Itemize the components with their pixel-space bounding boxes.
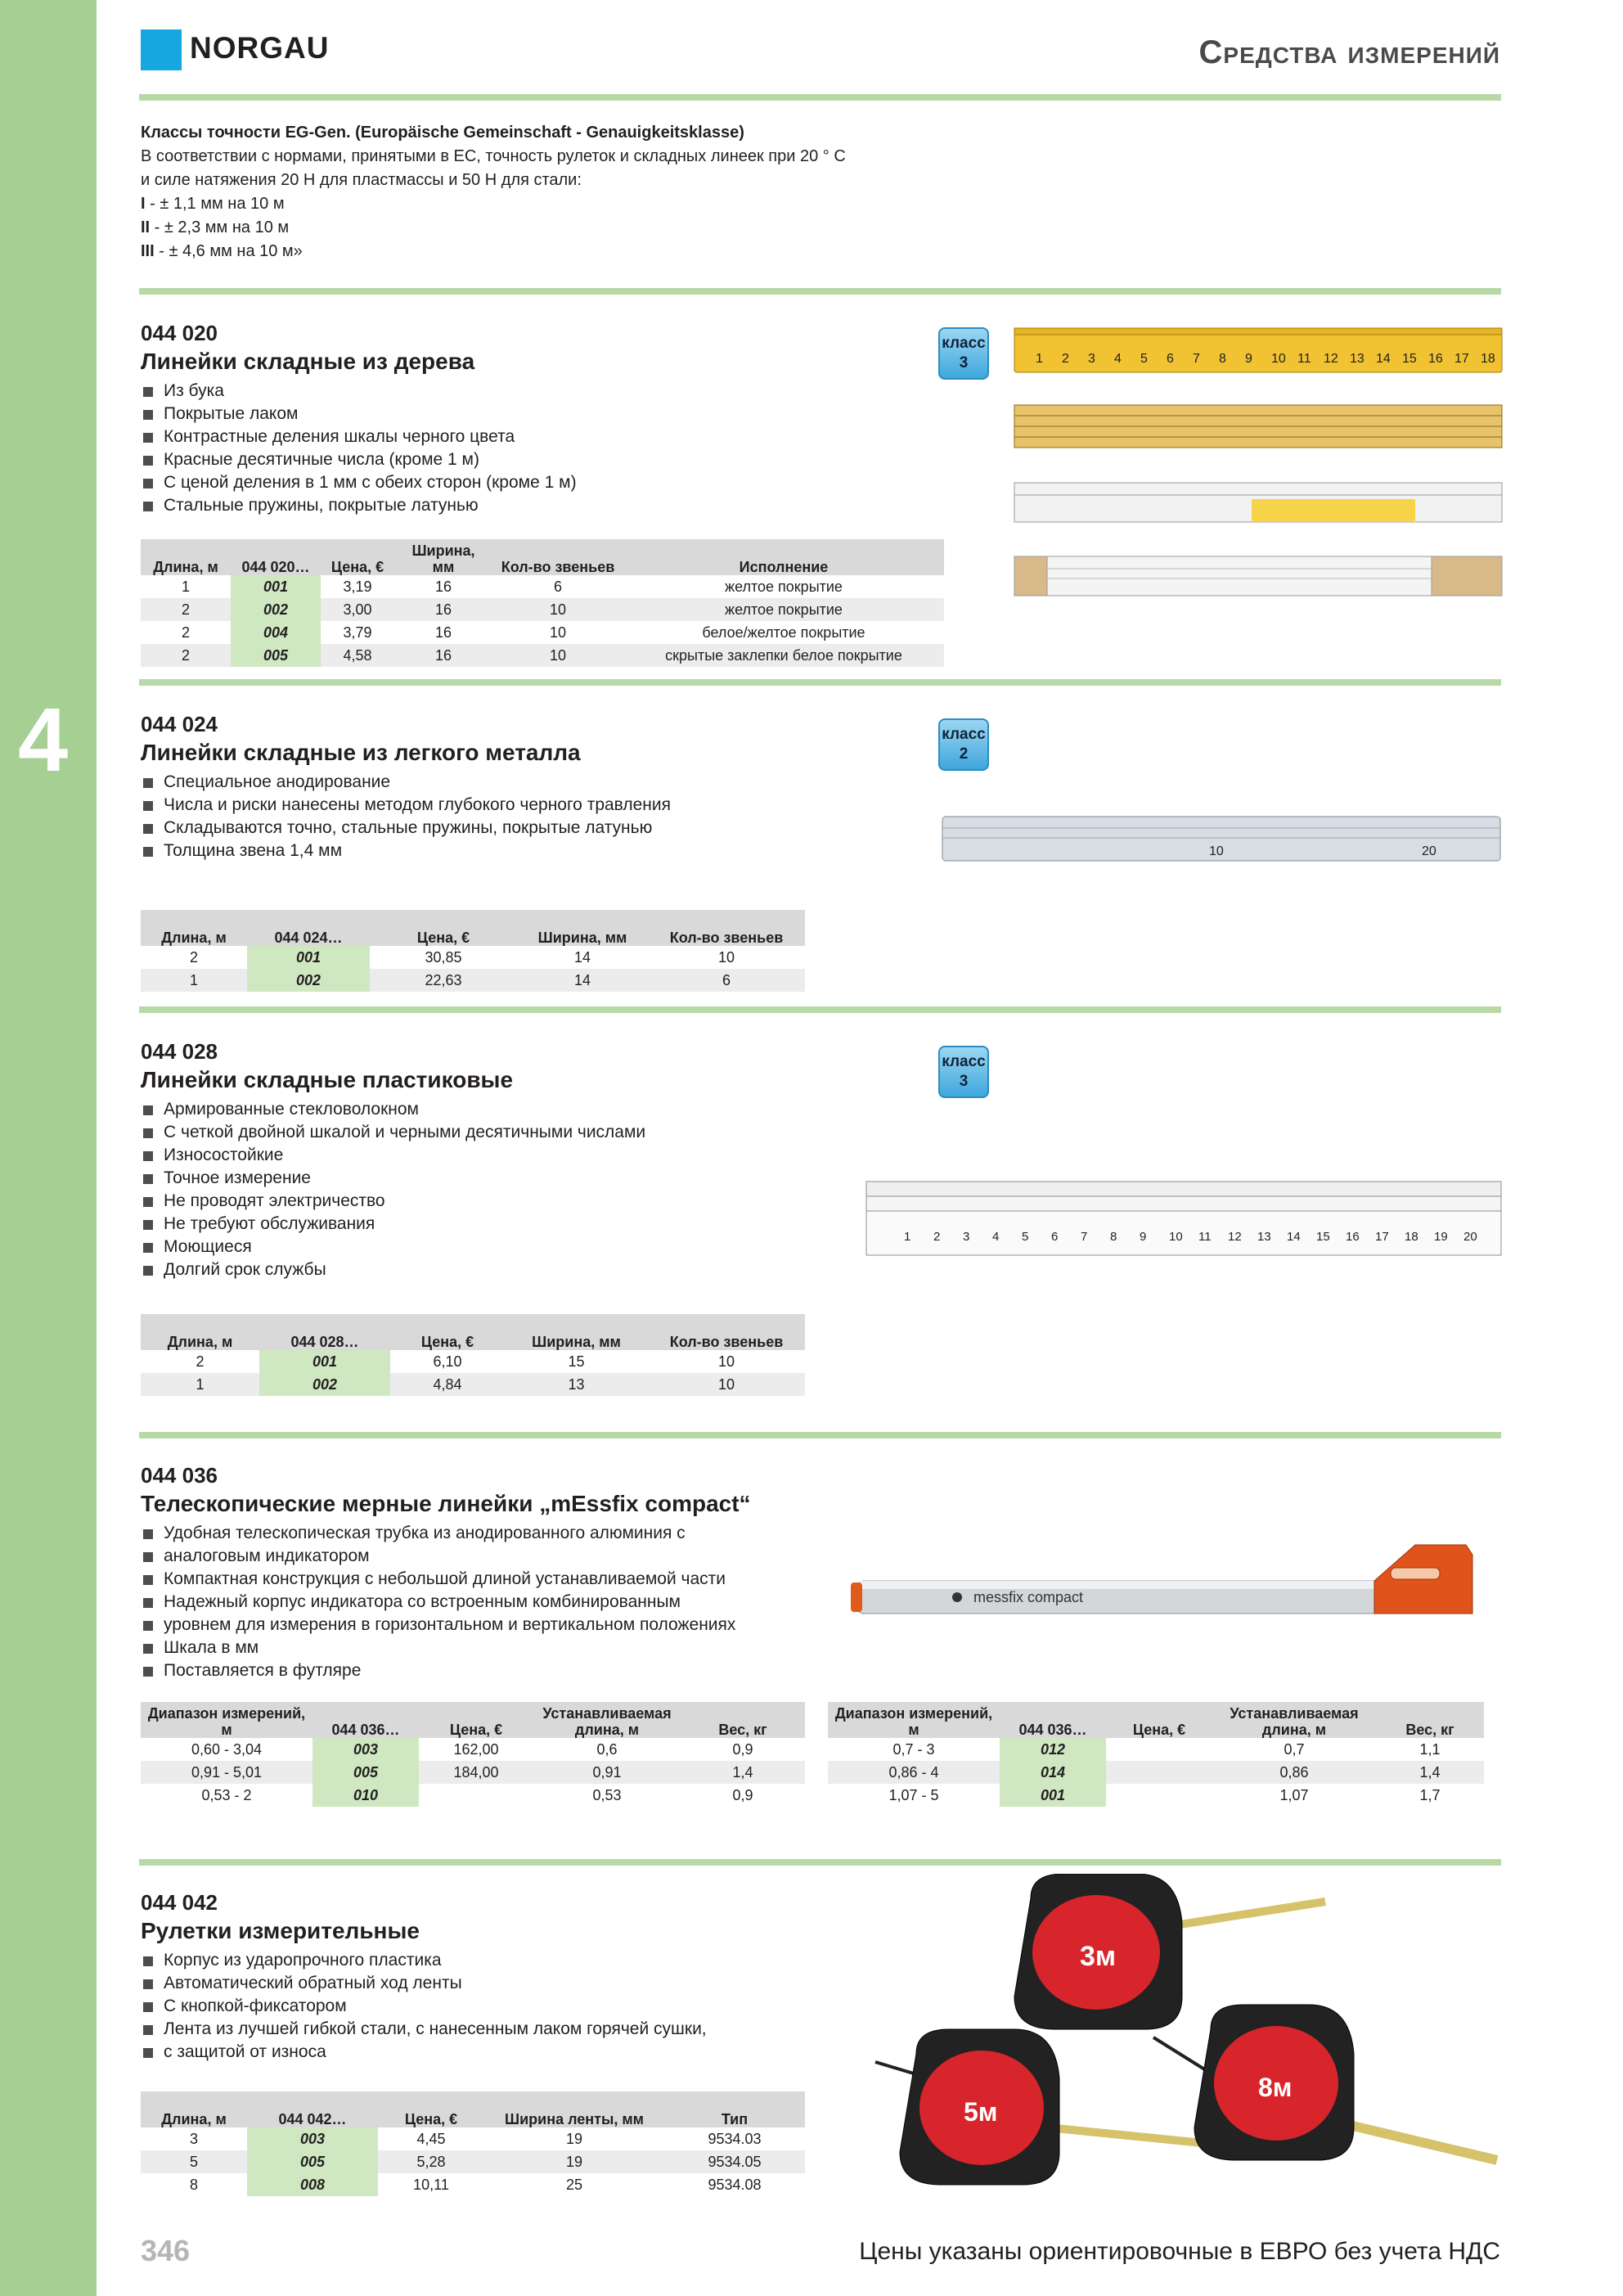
ruler-mark-label: 3	[963, 1230, 970, 1244]
intro-line: и силе натяжения 20 Н для пластмассы и 50 Н для стали:	[141, 171, 582, 189]
table-row: 0,53 - 2 010 0,53 0,9	[141, 1784, 805, 1807]
column-header: Длина, м	[141, 2091, 247, 2127]
table-row: 2 005 4,58 16 10 скрытые заклепки белое покрытие	[141, 644, 944, 667]
ruler-mark-label: 16	[1346, 1230, 1360, 1244]
feature-item: аналоговым индикатором	[141, 1545, 735, 1568]
product-code: 044 028	[141, 1039, 218, 1064]
ruler-natural	[1014, 405, 1502, 448]
spec-table	[141, 539, 944, 667]
table-header-row	[828, 1702, 1484, 1738]
ruler-mark-label: 9	[1140, 1230, 1147, 1244]
ruler-mark-label: 20	[1463, 1230, 1477, 1244]
feature-item: Моющиеся	[141, 1236, 645, 1258]
column-header: 044 036…	[312, 1702, 419, 1738]
column-header: Ширина ленты, мм	[484, 2091, 664, 2127]
feature-item: Износостойкие	[141, 1144, 645, 1167]
feature-list	[141, 1522, 735, 1682]
ruler-mark-label: 4	[1114, 352, 1122, 366]
ruler-mark-label: 3	[1088, 352, 1095, 366]
ruler-mark-label: 13	[1350, 352, 1364, 366]
ruler-mark-label: 12	[1324, 352, 1338, 366]
ruler-mark-label: 15	[1402, 352, 1417, 366]
divider	[139, 288, 1501, 295]
column-header: 044 036…	[1000, 1702, 1106, 1738]
table-row: 2 002 3,00 16 10 желтое покрытие	[141, 598, 944, 621]
feature-item: Компактная конструкция с небольшой длиной устанавливаемой части	[141, 1568, 735, 1591]
product-brand-label: messfix compact	[973, 1589, 1084, 1605]
product-code: 044 020	[141, 321, 218, 345]
order-number: 001	[259, 1350, 390, 1373]
ruler-mark-label: 1	[904, 1230, 911, 1244]
column-header: Ширина, мм	[505, 1314, 648, 1350]
spec-table	[141, 910, 805, 992]
page-number: 346	[141, 2234, 191, 2267]
ruler-mark-label: 17	[1454, 352, 1469, 366]
order-number: 001	[1000, 1784, 1106, 1807]
order-number: 005	[247, 2150, 378, 2173]
feature-item: Шкала в мм	[141, 1636, 735, 1659]
table-row: 0,91 - 5,01 005 184,00 0,91 1,4	[141, 1761, 805, 1784]
ruler-mark-label: 4	[992, 1230, 1000, 1244]
ruler-mark-label: 13	[1257, 1230, 1271, 1244]
class-2-line: II - ± 2,3 мм на 10 м	[141, 218, 290, 236]
spec-table	[141, 1702, 805, 1807]
column-header: Кол-во звеньев	[648, 910, 805, 946]
feature-item: Стальные пружины, покрытые латунью	[141, 494, 577, 517]
ruler-mark-label: 10	[1271, 352, 1286, 366]
metal-folding-ruler-image	[939, 810, 1504, 869]
product-title: Линейки складные из легкого металла	[141, 740, 581, 765]
product-code: 044 024	[141, 712, 218, 736]
order-number: 001	[247, 946, 370, 969]
ruler-mark-label: 16	[1428, 352, 1443, 366]
feature-item: С ценой деления в 1 мм с обеих сторон (кроме 1 м)	[141, 471, 577, 494]
column-header: Кол-во звеньев	[492, 539, 623, 575]
column-header: Цена, €	[390, 1314, 505, 1350]
table-header-row	[141, 910, 805, 946]
table-row: 0,60 - 3,04 003 162,00 0,6 0,9	[141, 1738, 805, 1761]
brand-logo-icon	[141, 29, 182, 70]
column-header: 044 020…	[231, 539, 321, 575]
table-row: 1,07 - 5 001 1,07 1,7	[828, 1784, 1484, 1807]
product-title: Рулетки измерительные	[141, 1918, 420, 1943]
table-row: 2 001 6,10 15 10	[141, 1350, 805, 1373]
chapter-sidebar	[0, 0, 97, 2296]
ruler-mark-label: 10	[1169, 1230, 1183, 1244]
feature-item: Надежный корпус индикатора со встроенным комбинированным	[141, 1591, 735, 1614]
divider	[139, 1006, 1501, 1013]
ruler-mark-label: 12	[1228, 1230, 1242, 1244]
feature-item: С кнопкой-фиксатором	[141, 1995, 707, 2018]
column-header: 044 028…	[259, 1314, 390, 1350]
ruler-mark-label: 7	[1193, 352, 1200, 366]
class-1-line: I - ± 1,1 мм на 10 м	[141, 195, 285, 213]
feature-item: Специальное анодирование	[141, 771, 671, 794]
column-header: Цена, €	[370, 910, 517, 946]
ruler-mark-label: 14	[1376, 352, 1391, 366]
order-number: 012	[1000, 1738, 1106, 1761]
order-number: 004	[231, 621, 321, 644]
table-row: 5 005 5,28 19 9534.05	[141, 2150, 805, 2173]
accuracy-classes-intro	[141, 121, 959, 263]
column-header: Устанавливаемая длина, м	[533, 1702, 681, 1738]
divider	[139, 1859, 1501, 1866]
column-header: Диапазон измерений, м	[828, 1702, 1000, 1738]
column-header: Цена, €	[1106, 1702, 1212, 1738]
feature-item: Автоматический обратный ход ленты	[141, 1972, 707, 1995]
column-header: Вес, кг	[1376, 1702, 1484, 1738]
spec-table	[141, 1314, 805, 1396]
column-header: Вес, кг	[681, 1702, 805, 1738]
ruler-mark-label: 15	[1316, 1230, 1330, 1244]
feature-list	[141, 771, 671, 862]
ruler-mark-label: 20	[1422, 844, 1436, 858]
ruler-mark-label: 2	[933, 1230, 941, 1244]
spec-table	[828, 1702, 1484, 1807]
product-code: 044 036	[141, 1463, 218, 1488]
feature-list	[141, 1098, 645, 1281]
ruler-white	[1014, 556, 1502, 596]
feature-item: уровнем для измерения в горизонтальном и вертикальном положениях	[141, 1614, 735, 1636]
tape-size-label: 5м	[964, 2097, 998, 2127]
feature-item: Поставляется в футляре	[141, 1659, 735, 1682]
order-number: 003	[312, 1738, 419, 1761]
ruler-mark-label: 5	[1140, 352, 1148, 366]
ruler-mark-label: 18	[1481, 352, 1495, 366]
feature-item: Из бука	[141, 380, 577, 403]
column-header: Кол-во звеньев	[648, 1314, 805, 1350]
order-number: 005	[312, 1761, 419, 1784]
chapter-number: 4	[18, 690, 69, 790]
column-header: 044 024…	[247, 910, 370, 946]
intro-line: В соответствии с нормами, принятыми в ЕС, точность рулеток и складных линеек при 20 ° C	[141, 147, 846, 165]
feature-item: Удобная телескопическая трубка из анодированного алюминия с	[141, 1522, 735, 1545]
feature-item: Контрастные деления шкалы черного цвета	[141, 425, 577, 448]
tape-measures-image	[867, 1874, 1505, 2201]
feature-item: Не требуют обслуживания	[141, 1213, 645, 1236]
feature-item: Долгий срок службы	[141, 1258, 645, 1281]
column-header: Исполнение	[623, 539, 944, 575]
ruler-mark-label: 11	[1297, 352, 1311, 366]
ruler-mark-label: 14	[1287, 1230, 1301, 1244]
brand-name: NORGAU	[190, 31, 330, 65]
sidebar-divider	[97, 0, 101, 2296]
ruler-white-yellow	[1014, 483, 1502, 522]
feature-item: Толщина звена 1,4 мм	[141, 840, 671, 862]
table-header-row	[141, 2091, 805, 2127]
price-note: Цены указаны ориентировочные в ЕВРО без учета НДС	[859, 2238, 1500, 2265]
ruler-mark-label: 5	[1022, 1230, 1029, 1244]
order-number: 002	[247, 969, 370, 992]
feature-item: Не проводят электричество	[141, 1190, 645, 1213]
order-number: 014	[1000, 1761, 1106, 1784]
class-3-line: III - ± 4,6 мм на 10 м»	[141, 242, 303, 260]
divider	[139, 679, 1501, 686]
order-number: 008	[247, 2173, 378, 2196]
tape-size-label: 3м	[1080, 1941, 1117, 1972]
column-header: Диапазон измерений, м	[141, 1702, 312, 1738]
feature-item: Числа и риски нанесены методом глубокого черного травления	[141, 794, 671, 817]
column-header: Длина, м	[141, 539, 231, 575]
section-title: Средства измерений	[1198, 34, 1500, 70]
product-title: Линейки складные пластиковые	[141, 1067, 514, 1092]
column-header: Длина, м	[141, 910, 247, 946]
table-row: 0,7 - 3 012 0,7 1,1	[828, 1738, 1484, 1761]
divider	[139, 1432, 1501, 1438]
product-title: Линейки складные из дерева	[141, 349, 475, 374]
order-number: 002	[259, 1373, 390, 1396]
ruler-mark-label: 6	[1167, 352, 1174, 366]
wooden-folding-rulers-image	[1006, 323, 1505, 618]
ruler-yellow	[1014, 328, 1502, 372]
product-title: Телескопические мерные линейки „mEssfix compact“	[141, 1491, 751, 1516]
telescopic-ruler-image	[851, 1538, 1505, 1636]
ruler-mark-label: 8	[1110, 1230, 1117, 1244]
plastic-folding-ruler-image	[863, 1178, 1505, 1260]
column-header: 044 042…	[247, 2091, 378, 2127]
tape-measure-5m	[875, 2029, 1211, 2185]
table-row: 2 001 30,85 14 10	[141, 946, 805, 969]
feature-item: с защитой от износа	[141, 2041, 707, 2064]
feature-list	[141, 380, 577, 517]
ruler-mark-label: 18	[1405, 1230, 1418, 1244]
feature-item: Корпус из ударопрочного пластика	[141, 1949, 707, 1972]
ruler-mark-label: 10	[1209, 844, 1224, 858]
column-header: Цена, €	[419, 1702, 533, 1738]
ruler-mark-label: 11	[1198, 1230, 1212, 1244]
ruler-mark-label: 1	[1036, 352, 1043, 366]
ruler-mark-label: 2	[1062, 352, 1069, 366]
divider	[139, 94, 1501, 101]
feature-list	[141, 1949, 707, 2064]
table-row: 1 001 3,19 16 6 желтое покрытие	[141, 575, 944, 598]
column-header: Устанавливаемая длина, м	[1212, 1702, 1376, 1738]
table-row: 1 002 4,84 13 10	[141, 1373, 805, 1396]
order-number: 002	[231, 598, 321, 621]
accuracy-class-badge: класс 3	[938, 1046, 989, 1098]
order-number: 001	[231, 575, 321, 598]
table-header-row	[141, 1314, 805, 1350]
table-header-row	[141, 539, 944, 575]
spec-table	[141, 2091, 805, 2196]
column-header: Ширина, мм	[394, 539, 492, 575]
feature-item: Армированные стекловолокном	[141, 1098, 645, 1121]
table-row: 1 002 22,63 14 6	[141, 969, 805, 992]
table-header-row	[141, 1702, 805, 1738]
ruler-mark-label: 7	[1081, 1230, 1088, 1244]
ruler-mark-label: 17	[1375, 1230, 1389, 1244]
column-header: Тип	[664, 2091, 805, 2127]
tape-measure-8m	[1153, 2005, 1497, 2160]
accuracy-class-badge: класс 3	[938, 327, 989, 380]
ruler-mark-label: 9	[1245, 352, 1252, 366]
feature-item: Красные десятичные числа (кроме 1 м)	[141, 448, 577, 471]
ruler-mark-label: 19	[1434, 1230, 1448, 1244]
feature-item: Лента из лучшей гибкой стали, с нанесенным лаком горячей сушки,	[141, 2018, 707, 2041]
feature-item: С четкой двойной шкалой и черными десятичными числами	[141, 1121, 645, 1144]
ruler-mark-label: 6	[1051, 1230, 1059, 1244]
column-header: Цена, €	[321, 539, 394, 575]
feature-item: Покрытые лаком	[141, 403, 577, 425]
table-row: 3 003 4,45 19 9534.03	[141, 2127, 805, 2150]
order-number: 005	[231, 644, 321, 667]
order-number: 010	[312, 1784, 419, 1807]
table-row: 8 008 10,11 25 9534.08	[141, 2173, 805, 2196]
tape-size-label: 8м	[1258, 2073, 1293, 2102]
feature-item: Точное измерение	[141, 1167, 645, 1190]
accuracy-class-badge: класс 2	[938, 718, 989, 771]
column-header: Ширина, мм	[517, 910, 648, 946]
table-row: 0,86 - 4 014 0,86 1,4	[828, 1761, 1484, 1784]
column-header: Цена, €	[378, 2091, 484, 2127]
product-code: 044 042	[141, 1890, 218, 1915]
order-number: 003	[247, 2127, 378, 2150]
ruler-mark-label: 8	[1219, 352, 1226, 366]
table-row: 2 004 3,79 16 10 белое/желтое покрытие	[141, 621, 944, 644]
feature-item: Складываются точно, стальные пружины, покрытые латунью	[141, 817, 671, 840]
intro-heading: Классы точности EG-Gen. (Europäische Gemeinschaft - Genauigkeitsklasse)	[141, 124, 744, 142]
column-header: Длина, м	[141, 1314, 259, 1350]
